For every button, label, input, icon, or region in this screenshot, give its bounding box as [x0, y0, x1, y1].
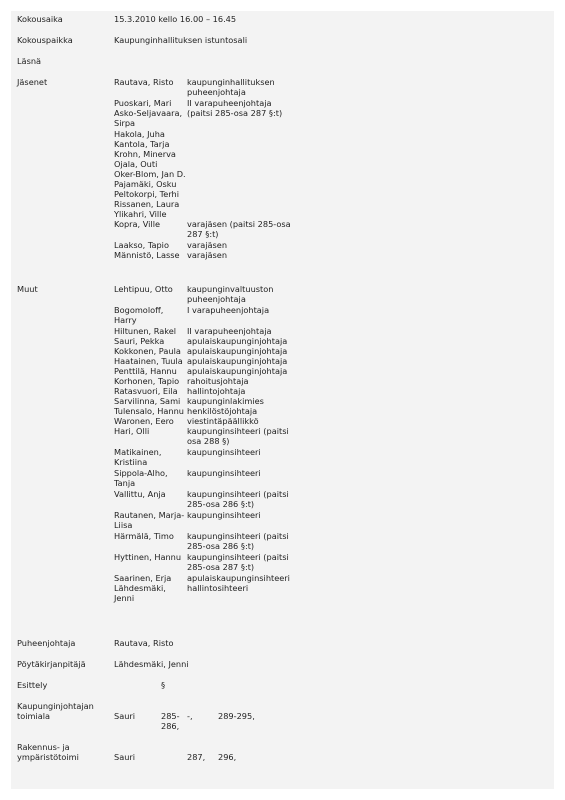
person-role: varajäsen	[187, 240, 228, 250]
building-sector-sections-b: 296,	[218, 752, 237, 762]
meeting-time-label: Kokousaika	[17, 14, 63, 24]
person-name: Asko-Seljavaara, Sirpa	[114, 108, 183, 129]
person-name: Härmälä, Timo	[114, 531, 174, 541]
others-label: Muut	[17, 284, 38, 294]
mayor-sector-name: Sauri	[114, 711, 136, 721]
person-name: Oker-Blom, Jan D.	[114, 169, 186, 179]
meeting-place-label: Kokouspaikka	[17, 35, 73, 45]
person-role: II varapuheenjohtaja	[187, 326, 272, 336]
person-name: Sauri, Pekka	[114, 336, 165, 346]
person-role: apulaiskaupunginjohtaja	[187, 336, 288, 346]
person-name: Ojala, Outi	[114, 159, 158, 169]
person-name: Korhonen, Tapio	[114, 376, 180, 386]
person-name: Kokkonen, Paula	[114, 346, 181, 356]
person-role: henkilöstöjohtaja	[187, 406, 258, 416]
person-role: apulaiskaupunginjohtaja	[187, 346, 288, 356]
section-symbol: §	[161, 680, 166, 690]
secretary-label: Pöytäkirjanpitäjä	[17, 659, 86, 669]
person-role: apulaiskaupunginjohtaja	[187, 356, 288, 366]
person-role: (paitsi 285-osa 287 §:t)	[187, 108, 283, 118]
person-name: Tulensalo, Hannu	[114, 406, 184, 416]
person-name: Laakso, Tapio	[114, 240, 169, 250]
meeting-time-value: 15.3.2010 kello 16.00 – 16.45	[114, 14, 237, 24]
person-name: Haatainen, Tuula	[114, 356, 183, 366]
person-name: Hyttinen, Hannu	[114, 552, 182, 562]
person-role: rahoitusjohtaja	[187, 376, 249, 386]
person-name: Puoskari, Mari	[114, 98, 172, 108]
person-name: Waronen, Eero	[114, 416, 174, 426]
person-name: Matikainen, Kristiina	[114, 447, 162, 468]
person-name: Ylikahri, Ville	[114, 209, 167, 219]
person-role: hallintojohtaja	[187, 386, 246, 396]
person-role: kaupunginvaltuuston puheenjohtaja	[187, 284, 274, 305]
person-role: kaupunginsihteeri (paitsi 285-osa 286 §:t)	[187, 489, 289, 510]
person-role: kaupunginlakimies	[187, 396, 264, 406]
person-name: Hakola, Juha	[114, 129, 165, 139]
person-role: I varapuheenjohtaja	[187, 305, 270, 315]
mayor-sector-sections-b: -,	[187, 711, 193, 721]
person-name: Lehtipuu, Otto	[114, 284, 173, 294]
minutes-page	[11, 11, 554, 789]
person-name: Kopra, Ville	[114, 219, 161, 229]
person-name: Vallittu, Anja	[114, 489, 166, 499]
person-name: Kantola, Tarja	[114, 139, 170, 149]
person-role: hallintosihteeri	[187, 583, 249, 593]
person-name: Rissanen, Laura	[114, 199, 180, 209]
building-sector-label: Rakennus- ja ympäristötoimi	[17, 742, 79, 763]
meeting-place-value: Kaupunginhallituksen istuntosali	[114, 35, 248, 45]
secretary-value: Lähdesmäki, Jenni	[114, 659, 189, 669]
person-name: Hiltunen, Rakel	[114, 326, 177, 336]
building-sector-sections-a: 287,	[187, 752, 206, 762]
person-role: kaupunginsihteeri	[187, 468, 261, 478]
person-name: Saarinen, Erja	[114, 573, 172, 583]
person-role: apulaiskaupunginsihteeri	[187, 573, 290, 583]
chairman-label: Puheenjohtaja	[17, 638, 76, 648]
person-name: Rautava, Risto	[114, 77, 174, 87]
person-role: kaupunginsihteeri (paitsi osa 288 §)	[187, 426, 289, 447]
person-name: Peltokorpi, Terhi	[114, 189, 180, 199]
person-name: Ratasvuori, Eila	[114, 386, 178, 396]
person-role: kaupunginsihteeri	[187, 510, 261, 520]
person-role: apulaiskaupunginjohtaja	[187, 366, 288, 376]
presentation-label: Esittely	[17, 680, 48, 690]
mayor-sector-sections-a: 285-286,	[161, 711, 180, 732]
person-role: kaupunginsihteeri (paitsi 285-osa 287 §:t)	[187, 552, 289, 573]
person-role: kaupunginhallituksen puheenjohtaja	[187, 77, 275, 98]
person-name: Bogomoloff, Harry	[114, 305, 164, 326]
person-role: varajäsen (paitsi 285-osa 287 §:t)	[187, 219, 291, 240]
building-sector-name: Sauri	[114, 752, 136, 762]
members-label: Jäsenet	[17, 77, 48, 87]
person-name: Pajamäki, Osku	[114, 179, 177, 189]
present-heading: Läsnä	[17, 56, 42, 66]
person-role: viestintäpäällikkö	[187, 416, 259, 426]
person-name: Penttilä, Hannu	[114, 366, 177, 376]
person-name: Sippola-Alho, Tanja	[114, 468, 168, 489]
person-name: Sarvilinna, Sami	[114, 396, 181, 406]
person-role: kaupunginsihteeri	[187, 447, 261, 457]
person-name: Lähdesmäki, Jenni	[114, 583, 166, 604]
chairman-value: Rautava, Risto	[114, 638, 174, 648]
person-role: II varapuheenjohtaja	[187, 98, 272, 108]
person-name: Rautanen, Marja-Liisa	[114, 510, 185, 531]
mayor-sector-sections-c: 289-295,	[218, 711, 255, 721]
person-name: Männistö, Lasse	[114, 250, 180, 260]
person-name: Krohn, Minerva	[114, 149, 176, 159]
person-name: Hari, Olli	[114, 426, 150, 436]
person-role: kaupunginsihteeri (paitsi 285-osa 286 §:t)	[187, 531, 289, 552]
mayor-sector-label: Kaupunginjohtajan toimiala	[17, 701, 94, 722]
person-role: varajäsen	[187, 250, 228, 260]
